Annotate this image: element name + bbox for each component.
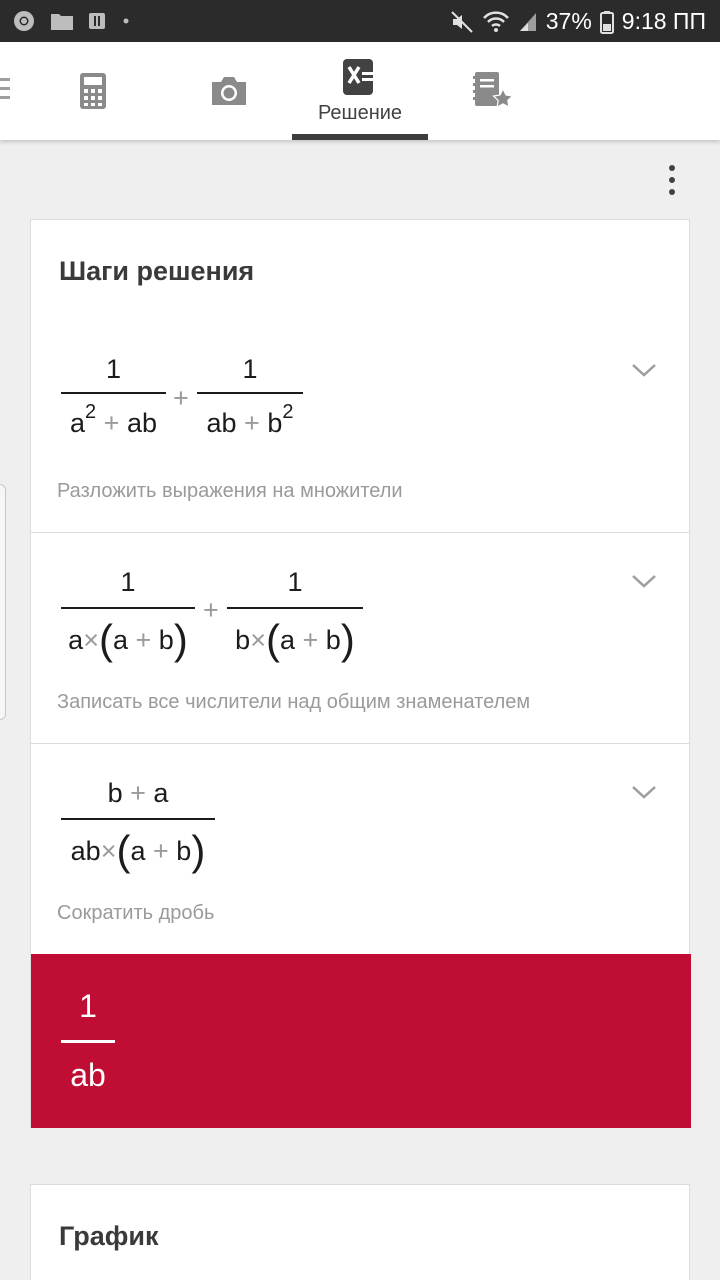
chevron-down-icon[interactable] [631, 571, 657, 591]
tab-camera[interactable] [196, 42, 262, 140]
battery-icon [600, 10, 614, 34]
graph-card-title: График [59, 1221, 159, 1251]
step-description: Разложить выражения на множители [57, 480, 403, 502]
graph-card[interactable] [30, 1184, 690, 1280]
battery-percent: 37% [545, 8, 592, 34]
app-bar [0, 42, 720, 140]
more-options-icon[interactable] [660, 160, 684, 200]
mute-icon [450, 10, 474, 34]
fraction: b + a ab×(a + b) [61, 776, 215, 867]
signal-icon [518, 11, 538, 33]
camera-icon [209, 75, 249, 107]
step-description: Записать все числители над общим знаменателем [57, 691, 531, 713]
clock: 9:18 ПП [621, 8, 706, 34]
solution-steps-card [30, 219, 690, 1127]
tab-indicator [292, 134, 428, 140]
chevron-down-icon[interactable] [631, 360, 657, 380]
tab-calculator[interactable] [60, 42, 126, 140]
fraction: 1 b×(a + b) [227, 565, 363, 656]
calculator-icon [79, 72, 107, 110]
result-block [31, 954, 691, 1128]
tab-solution[interactable] [292, 42, 428, 140]
fraction: 1 ab + $b^2$ [197, 352, 303, 439]
side-panel-handle[interactable] [0, 484, 6, 720]
pause-icon [88, 11, 106, 31]
notification-dot-icon [120, 15, 132, 27]
tab-favorites[interactable] [460, 42, 526, 140]
result-fraction: 1 ab [61, 986, 115, 1094]
status-bar [0, 0, 720, 42]
solution-icon [342, 58, 378, 96]
wifi-icon [482, 10, 510, 34]
fraction: 1 a×(a + b) [61, 565, 195, 656]
tab-solution-label: Решение [317, 101, 403, 124]
menu-icon[interactable] [0, 78, 10, 105]
step-expression: 1 $a^2$ + ab + 1 ab + $b^2$ [31, 320, 631, 460]
chrome-icon [12, 9, 36, 33]
solution-step[interactable] [31, 744, 689, 954]
solution-step[interactable] [31, 533, 689, 744]
fraction: 1 $a^2$ + ab [61, 352, 166, 439]
chevron-down-icon[interactable] [631, 782, 657, 802]
step-expression [31, 744, 631, 884]
solution-step[interactable] [31, 320, 689, 533]
step-description: Сократить дробь [57, 902, 215, 924]
card-title: Шаги решения [59, 256, 255, 286]
favorites-icon [472, 71, 514, 111]
step-expression: 1 a×(a + b) + 1 b×(a + b) [31, 533, 631, 673]
folder-icon [50, 11, 74, 31]
